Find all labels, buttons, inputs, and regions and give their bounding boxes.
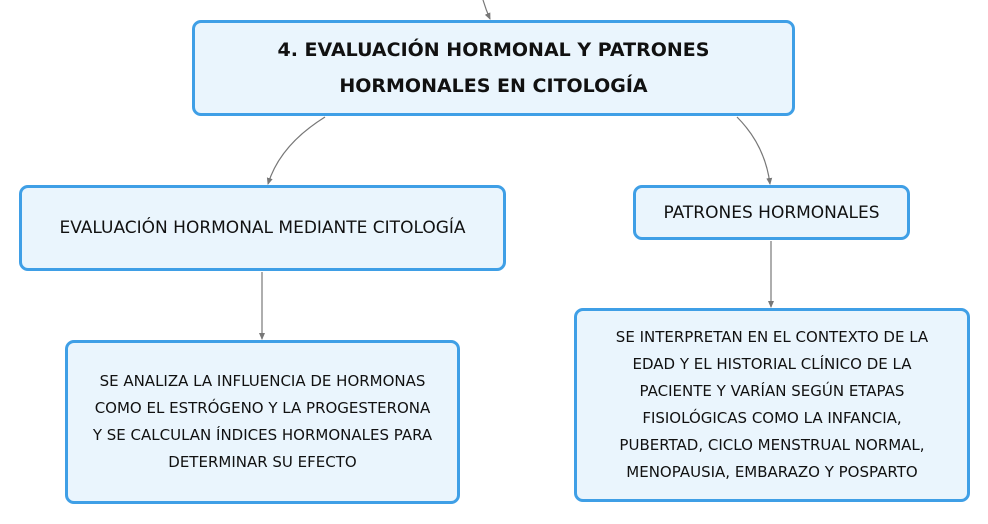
root-node[interactable]	[192, 20, 795, 116]
patrones-description-node[interactable]	[574, 308, 970, 502]
evaluacion-description-line: Y SE CALCULAN ÍNDICES HORMONALES PARA	[92, 426, 433, 444]
evaluacion-description-node[interactable]	[65, 340, 460, 504]
patrones-description-line: PUBERTAD, CICLO MENSTRUAL NORMAL,	[619, 436, 925, 454]
evaluacion-description-line: COMO EL ESTRÓGENO Y LA PROGESTERONA	[94, 399, 431, 417]
patrones-description-line: MENOPAUSIA, EMBARAZO Y POSPARTO	[626, 463, 918, 481]
connector-root-to-patrones	[737, 117, 770, 184]
connector-parent-to-root	[483, 0, 490, 19]
root-node-text	[278, 32, 710, 104]
patrones-description-line: EDAD Y EL HISTORIAL CLÍNICO DE LA	[632, 355, 912, 373]
patrones-description-line: FISIOLÓGICAS COMO LA INFANCIA,	[642, 409, 902, 427]
patrones-node[interactable]	[633, 185, 910, 240]
evaluacion-node[interactable]	[19, 185, 506, 271]
patrones-description-line: PACIENTE Y VARÍAN SEGÚN ETAPAS	[639, 382, 905, 400]
patrones-description-text	[616, 324, 928, 486]
patrones-description-line: SE INTERPRETAN EN EL CONTEXTO DE LA	[615, 328, 929, 346]
evaluacion-node-label: EVALUACIÓN HORMONAL MEDIANTE CITOLOGÍA	[59, 218, 466, 238]
root-node-line: HORMONALES EN CITOLOGÍA	[339, 75, 648, 97]
evaluacion-description-text	[93, 368, 432, 476]
patrones-node-label: PATRONES HORMONALES	[663, 202, 880, 223]
root-node-line: 4. EVALUACIÓN HORMONAL Y PATRONES	[277, 39, 710, 61]
evaluacion-description-line: SE ANALIZA LA INFLUENCIA DE HORMONAS	[99, 372, 426, 390]
evaluacion-description-line: DETERMINAR SU EFECTO	[168, 453, 357, 471]
connector-root-to-evaluacion	[268, 117, 325, 184]
